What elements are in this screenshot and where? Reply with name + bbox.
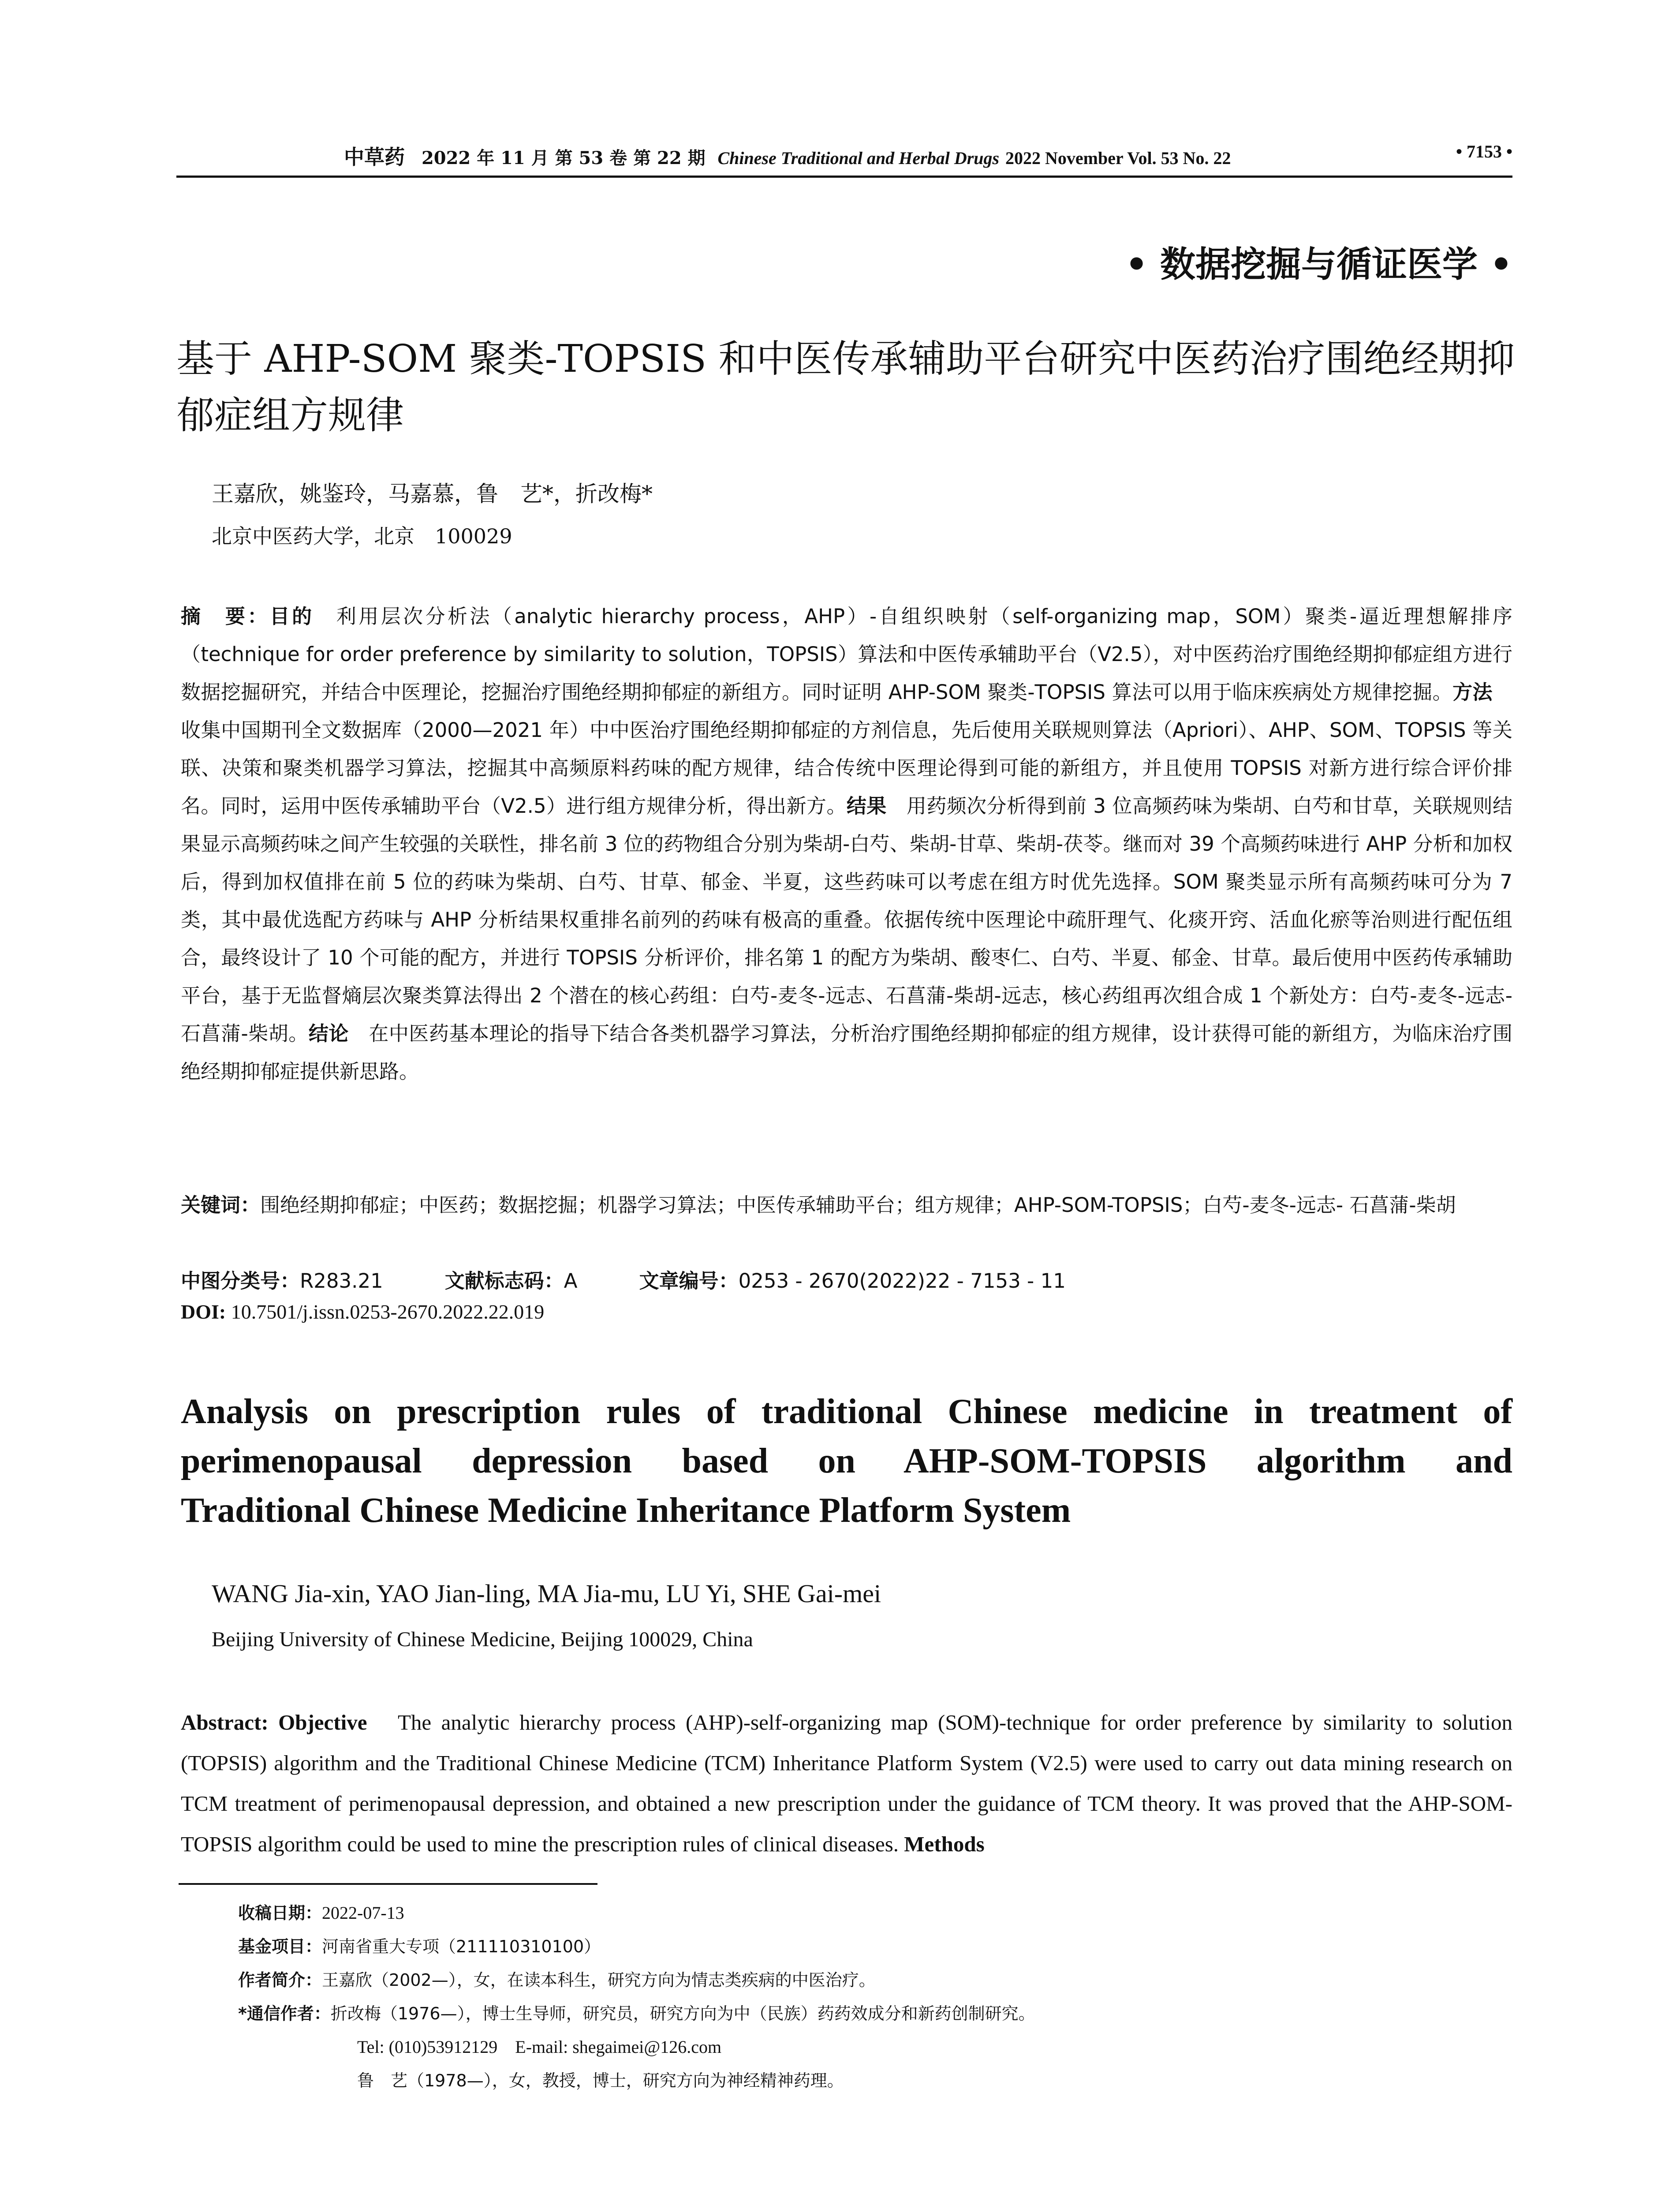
en-title-line: Traditional Chinese Medicine Inheritance Platform System bbox=[181, 1491, 1071, 1530]
cn-authors: 王嘉欣，姚鉴玲，马嘉慕，鲁 艺*，折改梅* bbox=[212, 481, 653, 507]
en-abstract-text: The analytic hierarchy process (AHP)-self-organizing map (SOM)-technique for order preference by similarity to solution (TOPSIS) algorithm and the Traditional Chinese Medicine (TCM) Inheritance Platform System (V2.5) were used to carry out data mining research on TCM treatment of perimenopausal depression, and obtained a new prescription under the guidance of TCM theory. It was proved that the AHP-SOM-TOPSIS algorithm could be used to mine the prescription rules of clinical diseases. bbox=[181, 1710, 1513, 1856]
en-title-line: Analysis on prescription rules of traditional Chinese medicine in treatment of bbox=[181, 1392, 1512, 1431]
en-title bbox=[181, 1387, 1512, 1535]
doc-code-label: 文献标志码： bbox=[444, 1269, 564, 1293]
cn-title: 基于 AHP-SOM 聚类-TOPSIS 和中医传承辅助平台研究中医药治疗围绝经期抑郁症组方规律 bbox=[176, 337, 1515, 437]
footnote-corresponding bbox=[238, 1997, 1517, 2030]
author-bio-label: 作者简介： bbox=[238, 1970, 322, 1990]
doc-code-value: A bbox=[564, 1269, 578, 1293]
en-abstract-label: Abstract: Objective bbox=[181, 1710, 367, 1734]
fund-value: 河南省重大专项（211110310100） bbox=[322, 1937, 601, 1956]
cn-classification bbox=[181, 1262, 1512, 1300]
en-authors: WANG Jia-xin, YAO Jian-ling, MA Jia-mu, LU Yi, SHE Gai-mei bbox=[212, 1579, 881, 1608]
cn-conclusion-label: 结论 bbox=[308, 1022, 349, 1045]
cn-conclusion-text: 在中医药基本理论的指导下结合各类机器学习算法，分析治疗围绝经期抑郁症的组方规律，设计获得可能的新组方，为临床治疗围绝经期抑郁症提供新思路。 bbox=[181, 1022, 1512, 1083]
running-header-text bbox=[344, 141, 1231, 170]
cn-results-label: 结果 bbox=[846, 794, 887, 818]
cn-abstract bbox=[181, 598, 1512, 1091]
cn-methods-label: 方法 bbox=[1452, 680, 1493, 704]
cn-keywords-text: 围绝经期抑郁症；中医药；数据挖掘；机器学习算法；中医传承辅助平台；组方规律；AHP-SOM-TOPSIS；白芍-麦冬-远志- 石菖蒲-柴胡 bbox=[260, 1193, 1456, 1217]
en-affiliation: Beijing University of Chinese Medicine, Beijing 100029, China bbox=[212, 1628, 753, 1651]
footnote-received bbox=[238, 1896, 1517, 1930]
footnotes bbox=[238, 1896, 1517, 2097]
corresponding-value: 折改梅（1976—），博士生导师，研究员，研究方向为中（民族）药药效成分和新药创制研究。 bbox=[330, 2004, 1035, 2023]
issue-cn: 2022 年 11 月 第 53 卷 第 22 期 bbox=[421, 148, 706, 168]
doi-label: DOI: bbox=[181, 1301, 226, 1323]
cn-objective-text: 利用层次分析法（analytic hierarchy process，AHP）-自组织映射（self-organizing map，SOM）聚类-逼近理想解排序（technique for order preference by similarity to solution，TOPSIS）算法和中医传承辅助平台（V2.5），对中医药治疗围绝经期抑郁症组方进行数据挖掘研究，并结合中医理论，挖掘治疗围绝经期抑郁症的新组方。同时证明 AHP-SOM 聚类-TOPSIS 算法可以用于临床疾病处方规律挖掘。 bbox=[181, 605, 1512, 704]
clc-label: 中图分类号： bbox=[181, 1269, 300, 1293]
cn-affiliation: 北京中医药大学，北京 100029 bbox=[212, 524, 512, 548]
journal-name-en: Chinese Traditional and Herbal Drugs bbox=[717, 148, 1000, 168]
footnote-fund bbox=[238, 1930, 1517, 1963]
received-label: 收稿日期： bbox=[238, 1903, 322, 1923]
corresponding-label: *通信作者： bbox=[238, 2004, 331, 2023]
page-number: • 7153 • bbox=[1456, 142, 1512, 161]
issue-en: 2022 November Vol. 53 No. 22 bbox=[1005, 148, 1231, 168]
footnote-corresponding-2: 鲁 艺（1978—），女，教授，博士，研究方向为神经精神药理。 bbox=[357, 2071, 844, 2090]
journal-name-cn: 中草药 bbox=[344, 145, 405, 169]
cn-objective-label: 目的 bbox=[269, 605, 314, 628]
en-title-line: perimenopausal depression based on AHP-SOM-TOPSIS algorithm and bbox=[181, 1442, 1512, 1480]
header-rule bbox=[176, 176, 1512, 178]
clc-value: R283.21 bbox=[300, 1269, 383, 1293]
article-no-label: 文章编号： bbox=[639, 1269, 739, 1293]
doi bbox=[181, 1300, 544, 1323]
doi-value: 10.7501/j.issn.0253-2670.2022.22.019 bbox=[226, 1301, 545, 1323]
running-header bbox=[176, 141, 1512, 176]
en-abstract bbox=[181, 1702, 1512, 1865]
cn-keywords bbox=[181, 1186, 1512, 1224]
article-no-value: 0253 - 2670(2022)22 - 7153 - 11 bbox=[738, 1269, 1066, 1293]
received-value: 2022-07-13 bbox=[322, 1903, 404, 1923]
footnote-author bbox=[238, 1963, 1517, 1997]
cn-abstract-label: 摘 要： bbox=[181, 605, 270, 628]
author-bio-value: 王嘉欣（2002—），女，在读本科生，研究方向为情志类疾病的中医治疗。 bbox=[322, 1970, 876, 1990]
cn-results-text: 用药频次分析得到前 3 位高频药味为柴胡、白芍和甘草，关联规则结果显示高频药味之间产生较强的关联性，排名前 3 位的药物组合分别为柴胡-白芍、柴胡-甘草、柴胡-茯苓。继而对 39 个高频药味进行 AHP 分析和加权后，得到加权值排在前 5 位的药味为柴胡、白芍、甘草、郁金、半夏，这些药味可以考虑在组方时优先选择。SOM 聚类显示所有高频药味可分为 7 类，其中最优选配方药味与 AHP 分析结果权重排名前列的药味有极高的重叠。依据传统中医理论中疏肝理气、化痰开窍、活血化瘀等治则进行配伍组合，最终设计了 10 个可能的配方，并进行 TOPSIS 分析评价，排名第 1 的配方为柴胡、酸枣仁、白芍、半夏、郁金、甘草。最后使用中医药传承辅助平台，基于无监督熵层次聚类算法得出 2 个潜在的核心药组：白芍-麦冬-远志、石菖蒲-柴胡-远志，核心药组再次组合成 1 个新处方：白芍-麦冬-远志- 石菖蒲-柴胡。 bbox=[181, 794, 1512, 1045]
en-methods-label: Methods bbox=[904, 1832, 985, 1856]
footnote-rule bbox=[179, 1883, 597, 1885]
fund-label: 基金项目： bbox=[238, 1937, 322, 1956]
cn-methods-text: 收集中国期刊全文数据库（2000—2021 年）中中医治疗围绝经期抑郁症的方剂信息，先后使用关联规则算法（Apriori）、AHP、SOM、TOPSIS 等关联、决策和聚类机器学习算法，挖掘其中高频原料药味的配方规律，结合传统中医理论得到可能的新组方，并且使用 TOPSIS 对新方进行综合评价排名。同时，运用中医传承辅助平台（V2.5）进行组方规律分析，得出新方。 bbox=[181, 680, 1512, 818]
section-label: • 数据挖掘与循证医学 • bbox=[1125, 243, 1512, 285]
cn-keywords-label: 关键词： bbox=[181, 1193, 261, 1217]
footnote-contact: Tel: (010)53912129 E-mail: shegaimei@126.com bbox=[357, 2037, 722, 2057]
